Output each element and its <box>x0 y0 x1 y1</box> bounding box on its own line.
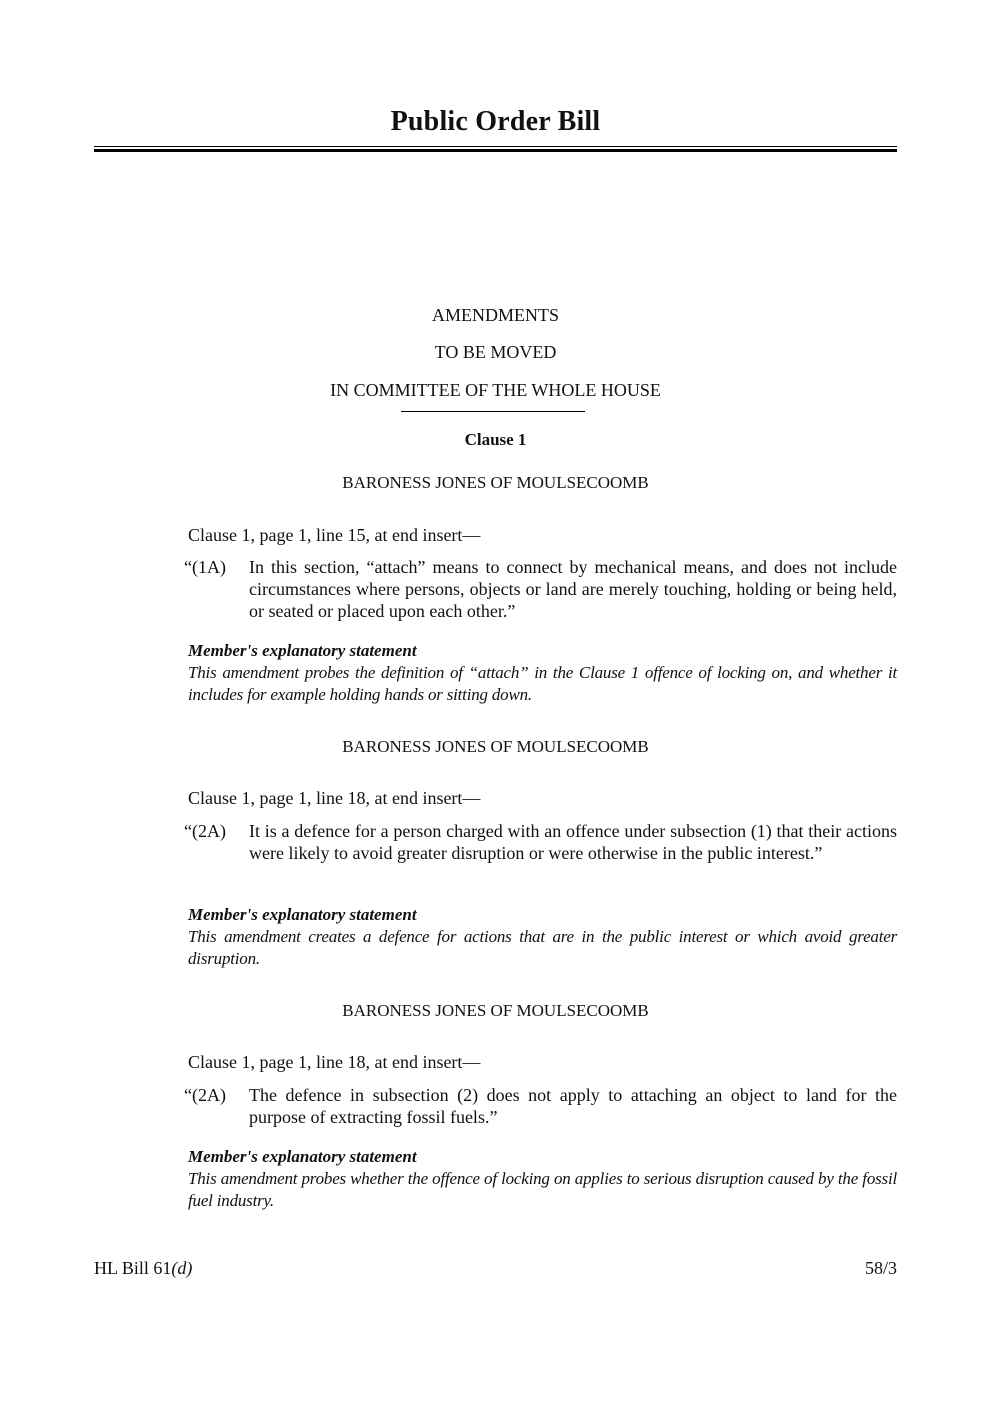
statement-text: This amendment probes whether the offence of locking on applies to serious disruption caused by the fossil fuel industry. <box>188 1169 897 1210</box>
paragraph-number: “(2A) <box>184 1085 226 1105</box>
clause-heading: Clause 1 <box>464 430 527 449</box>
member-name: BARONESS JONES OF MOULSECOOMB <box>342 1001 649 1020</box>
title-rule-thin <box>94 146 897 147</box>
statement-text: This amendment probes the definition of “attach” in the Clause 1 offence of locking on, and whether it includes for example holding hands or sitting down. <box>188 663 897 704</box>
amendment-paragraph <box>184 556 897 622</box>
amendment-paragraph <box>184 1084 897 1128</box>
paragraph-text: It is a defence for a person charged with an offence under subsection (1) that their actions were likely to avoid greater disruption or were otherwise in the public interest.” <box>249 821 897 863</box>
statement-text: This amendment creates a defence for actions that are in the public interest or which avoid greater disruption. <box>188 927 897 968</box>
title-rule-thick <box>94 149 897 152</box>
member-name: BARONESS JONES OF MOULSECOOMB <box>342 473 649 492</box>
statement-heading: Member's explanatory statement <box>188 641 417 660</box>
amendment-instruction: Clause 1, page 1, line 15, at end insert— <box>188 525 481 545</box>
paragraph-number: “(2A) <box>184 821 226 841</box>
bill-title: Public Order Bill <box>390 106 601 137</box>
paragraph-number: “(1A) <box>184 557 226 577</box>
heading-committee: IN COMMITTEE OF THE WHOLE HOUSE <box>330 380 661 400</box>
amendment-paragraph <box>184 820 897 864</box>
bill-reference <box>94 1258 192 1279</box>
paragraph-text: In this section, “attach” means to connect by mechanical means, and does not include circumstances where persons, objects or land are merely touching, holding or being held, or seated or placed upon each other.” <box>249 557 897 621</box>
page-reference: 58/3 <box>864 1258 897 1278</box>
heading-to-be-moved: TO BE MOVED <box>434 342 557 362</box>
amendment-instruction: Clause 1, page 1, line 18, at end insert— <box>188 1052 481 1072</box>
statement-heading: Member's explanatory statement <box>188 905 417 924</box>
paragraph-text: The defence in subsection (2) does not apply to attaching an object to land for the purpose of extracting fossil fuels.” <box>249 1085 897 1127</box>
explanatory-statement <box>188 1146 897 1212</box>
heading-amendments: AMENDMENTS <box>431 305 559 325</box>
bill-ref-prefix: HL Bill 61 <box>94 1258 172 1278</box>
statement-heading: Member's explanatory statement <box>188 1147 417 1166</box>
member-name: BARONESS JONES OF MOULSECOOMB <box>342 737 649 756</box>
explanatory-statement <box>188 640 897 706</box>
heading-divider <box>401 411 585 412</box>
bill-ref-suffix: (d) <box>171 1258 193 1278</box>
explanatory-statement <box>188 904 897 970</box>
amendment-instruction: Clause 1, page 1, line 18, at end insert— <box>188 788 481 808</box>
